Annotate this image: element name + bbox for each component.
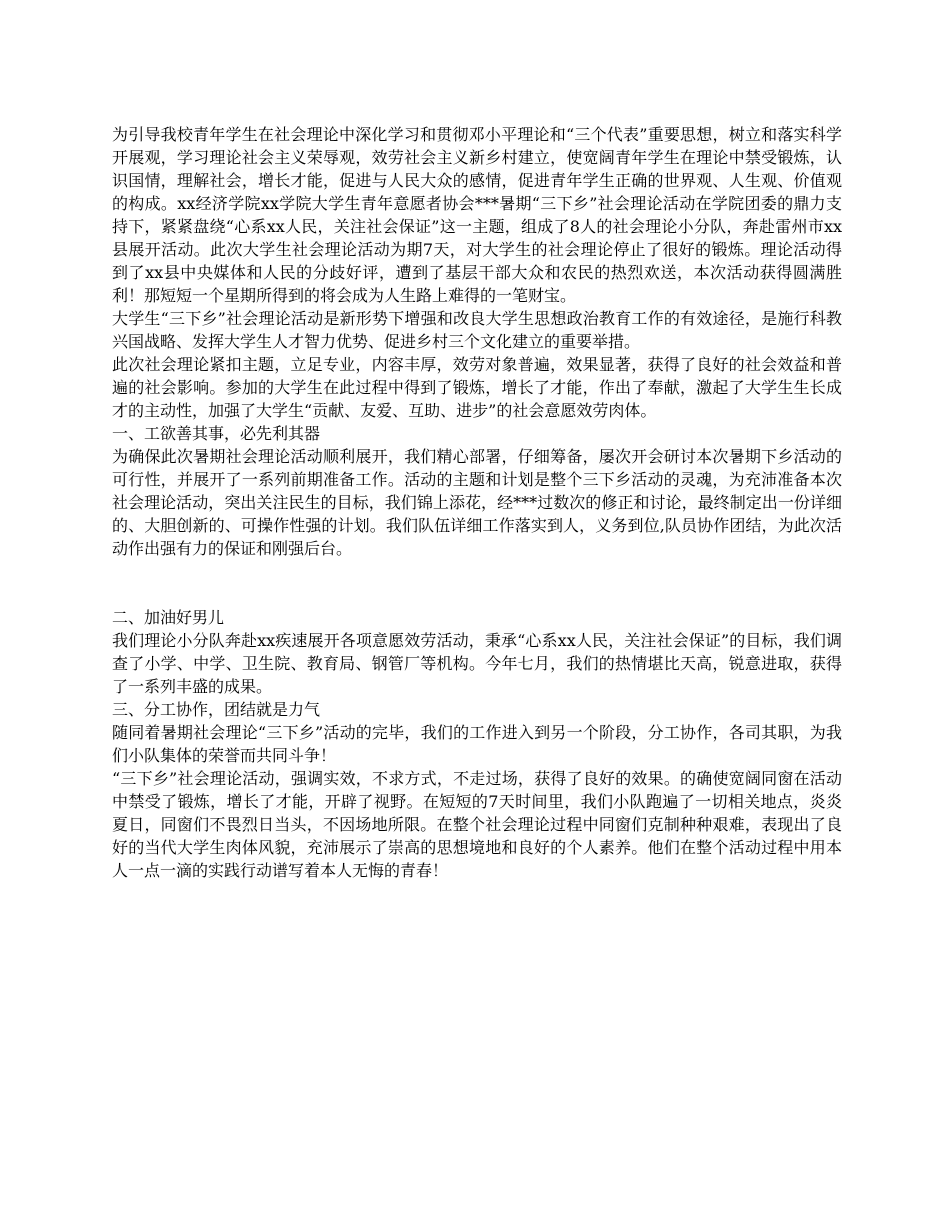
section1-heading: 一、工欲善其事，必先利其器 [112,424,321,443]
results-paragraph: 此次社会理论紧扣主题，立足专业，内容丰厚，效劳对象普遍，效果显著，获得了良好的社会效益和普遍的社会影响。参加的大学生在此过程中得到了锻炼，增长了才能，作出了奉献，激起了大学生生长成才的主动性，加强了大学生“贡献、友爱、互助、进步”的社会意愿效劳肉体。 [112,355,842,420]
significance-paragraph: 大学生“三下乡”社会理论活动是新形势下增强和改良大学生思想政治教育工作的有效途径，是施行科教兴国战略、发挥大学生人才智力优势、促进乡村三个文化建立的重要举措。 [112,309,842,351]
document-page [112,123,842,882]
section3-heading: 三、分工协作，团结就是力气 [112,700,321,719]
section3-body-2: “三下乡”社会理论活动，强调实效，不求方式，不走过场，获得了良好的效果。的确使宽阔同窗在活动中禁受了锻炼，增长了才能，开辟了视野。在短短的7天时间里，我们小队跑遍了一切相关地点，炎炎夏日，同窗们不畏烈日当头，不因场地所限。在整个社会理论过程中同窗们克制种种艰难，表现出了良好的当代大学生肉体风貌，充沛展示了崇高的思想境地和良好的个人素养。他们在整个活动过程中用本人一点一滴的实践行动谱写着本人无悔的青春！ [112,769,842,880]
section1-body: 为确保此次暑期社会理论活动顺利展开，我们精心部署，仔细筹备，屡次开会研讨本次暑期下乡活动的可行性，并展开了一系列前期准备工作。活动的主题和计划是整个三下乡活动的灵魂，为充沛准备本次社会理论活动，突出关注民生的目标，我们锦上添花，经***过数次的修正和讨论，最终制定出一份详细的、大胆创新的、可操作性强的计划。我们队伍详细工作落实到人，义务到位,队员协作团结，为此次活动作出强有力的保证和刚强后台。 [112,447,842,558]
intro-paragraph: 为引导我校青年学生在社会理论中深化学习和贯彻邓小平理论和“三个代表”重要思想，树立和落实科学开展观，学习理论社会主义荣辱观，效劳社会主义新乡村建立，使宽阔青年学生在理论中禁受锻炼，认识国情，理解社会，增长才能，促进与人民大众的感情，促进青年学生正确的世界观、人生观、价值观的构成。xx经济学院xx学院大学生青年意愿者协会***暑期“三下乡”社会理论活动在学院团委的鼎力支持下，紧紧盘绕“心系xx人民，关注社会保证”这一主题，组成了8人的社会理论小分队，奔赴雷州市xx县展开活动。此次大学生社会理论活动为期7天，对大学生的社会理论停止了很好的锻炼。理论活动得到了xx县中央媒体和人民的分歧好评，遭到了基层干部大众和农民的热烈欢送，本次活动获得圆满胜利！那短短一个星期所得到的将会成为人生路上难得的一笔财宝。 [112,125,842,305]
section3-body-1: 随同着暑期社会理论“三下乡”活动的完毕，我们的工作进入到另一个阶段，分工协作，各司其职，为我们小队集体的荣誉而共同斗争！ [112,723,842,765]
section2-body: 我们理论小分队奔赴xx疾速展开各项意愿效劳活动，秉承“心系xx人民，关注社会保证”的目标，我们调查了小学、中学、卫生院、教育局、钢管厂等机构。今年七月，我们的热情堪比天高，锐意进取，获得了一系列丰盛的成果。 [112,631,842,696]
section2-heading: 二、加油好男儿 [112,608,225,627]
section-gap [112,560,842,606]
